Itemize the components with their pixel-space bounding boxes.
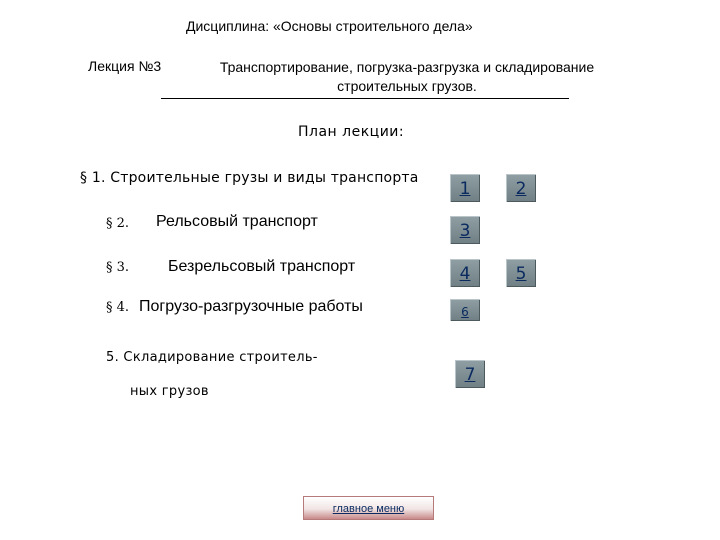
plan-item-4-section: § 4. xyxy=(106,300,130,315)
plan-item-3-section: § 3. xyxy=(106,260,130,275)
plan-title: План лекции: xyxy=(298,124,405,140)
lecture-title-line2: строительных грузов. xyxy=(337,78,477,94)
plan-item-2-text: Рельсовый транспорт xyxy=(156,213,318,230)
plan-item-4-text: Погрузо-разгрузочные работы xyxy=(139,298,363,315)
lecture-title xyxy=(192,58,622,96)
nav-button-2[interactable]: 2 xyxy=(506,174,536,202)
main-menu-button[interactable]: главное меню xyxy=(303,496,434,520)
nav-button-3[interactable]: 3 xyxy=(450,216,480,244)
plan-item-5-line2: ных грузов xyxy=(130,384,209,399)
discipline-title: Дисциплина: «Основы строительного дела» xyxy=(186,18,473,34)
nav-button-1[interactable]: 1 xyxy=(450,174,480,202)
plan-item-5-line1: 5. Складирование строитель- xyxy=(106,350,318,365)
lecture-title-line1: Транспортирование, погрузка-разгрузка и складирование xyxy=(219,59,595,75)
plan-item-3-text: Безрельсовый транспорт xyxy=(168,258,356,275)
plan-item-2-section: § 2. xyxy=(106,216,130,231)
nav-button-4[interactable]: 4 xyxy=(450,259,480,287)
lecture-number: Лекция №3 xyxy=(88,58,162,74)
nav-button-6[interactable]: 6 xyxy=(450,299,480,321)
title-divider xyxy=(161,98,569,99)
plan-item-1: § 1. Строительные грузы и виды транспорта xyxy=(80,170,419,186)
nav-button-7[interactable]: 7 xyxy=(455,360,485,388)
nav-button-5[interactable]: 5 xyxy=(506,259,536,287)
